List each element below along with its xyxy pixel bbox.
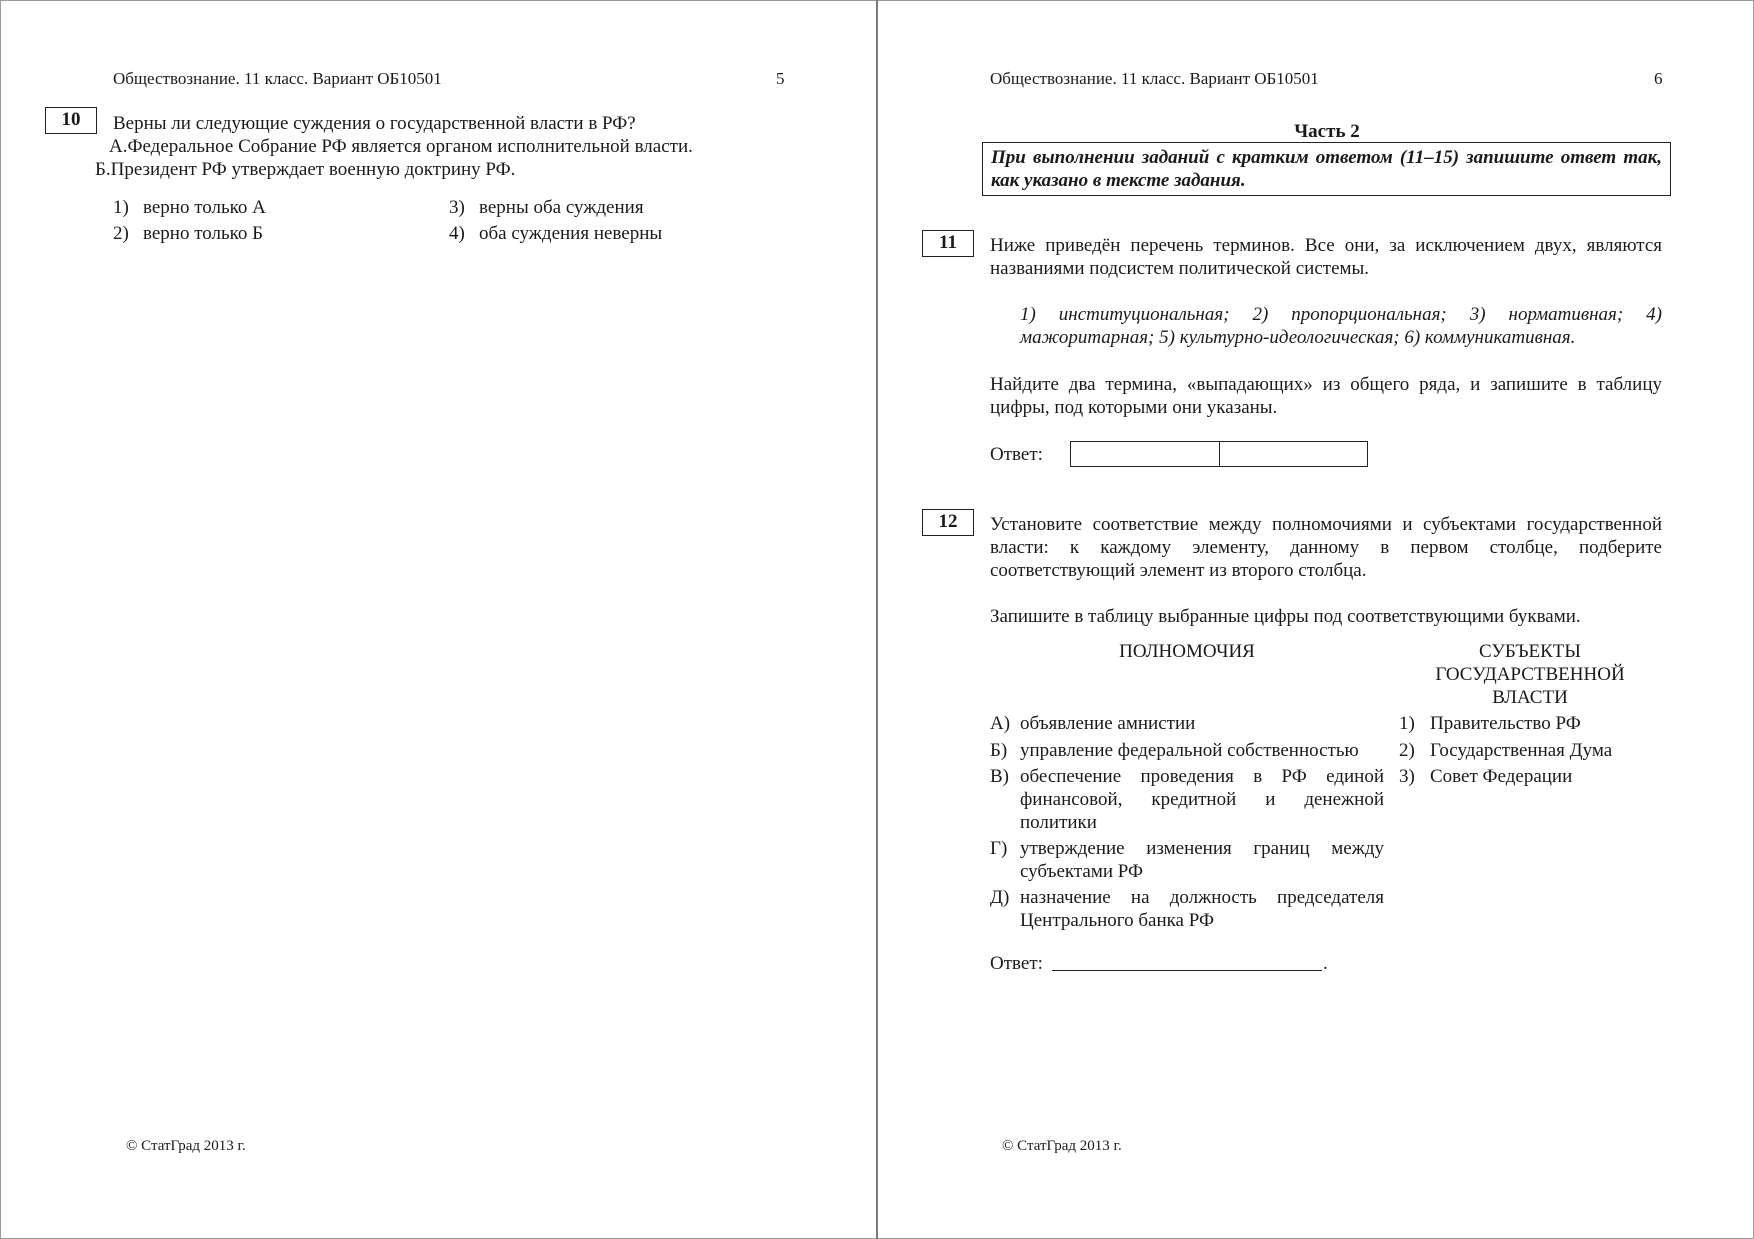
question-10-option-4	[449, 222, 662, 245]
power-item-b	[990, 739, 1384, 762]
left-page-number: 5	[776, 69, 785, 88]
question-11-number: 11	[922, 230, 974, 257]
power-label: А)	[990, 713, 1011, 734]
power-item-d	[990, 886, 1384, 932]
subject-text: Правительство РФ	[1430, 713, 1581, 734]
question-11-prompt: Ниже приведён перечень терминов. Все они, за исключением двух, являются названиями подсистем политической системы.	[990, 235, 1662, 279]
subject-label: 1)	[1399, 713, 1415, 734]
question-12-answer-line[interactable]	[1052, 970, 1322, 971]
option-text: оба суждения неверны	[479, 223, 663, 244]
page-divider	[876, 0, 878, 1239]
option-text: верно только А	[143, 197, 266, 218]
question-10-option-2	[113, 222, 263, 245]
power-label: В)	[990, 766, 1009, 787]
question-12-number: 12	[922, 509, 974, 536]
question-10-option-1	[113, 196, 266, 219]
subjects-column-header	[1410, 640, 1650, 709]
subject-label: 3)	[1399, 766, 1415, 787]
question-12-answer-label: Ответ:	[990, 953, 1043, 974]
subject-label: 2)	[1399, 740, 1415, 761]
power-text: обеспечение проведения в РФ единой финансовой, кредитной и денежной политики	[1020, 766, 1384, 833]
question-10-prompt: Верны ли следующие суждения о государственной власти в РФ?	[113, 113, 636, 134]
power-item-g	[990, 837, 1384, 883]
subject-text: Государственная Дума	[1430, 740, 1613, 761]
power-label: Г)	[990, 838, 1008, 859]
part-instruction: При выполнении заданий с кратким ответом (11–15) запишите ответ так, как указано в тексте задания.	[982, 142, 1671, 196]
powers-column-header: ПОЛНОМОЧИЯ	[1119, 641, 1255, 662]
left-page-footer: © СтатГрад 2013 г.	[126, 1138, 246, 1154]
subjects-header-line-2: ГОСУДАРСТВЕННОЙ	[1435, 664, 1625, 685]
subject-item-3	[1399, 765, 1572, 788]
question-12-instruction: Запишите в таблицу выбранные цифры под соответствующими буквами.	[990, 606, 1581, 627]
left-page-header: Обществознание. 11 класс. Вариант ОБ10501	[113, 69, 442, 88]
power-label: Д)	[990, 887, 1010, 908]
question-10-option-3	[449, 196, 644, 219]
subject-item-1	[1399, 712, 1581, 735]
option-text: верно только Б	[143, 223, 264, 244]
question-10-statement-b: Б.Президент РФ утверждает военную доктрину РФ.	[95, 159, 516, 180]
right-page-header: Обществознание. 11 класс. Вариант ОБ10501	[990, 69, 1319, 88]
power-text: утверждение изменения границ между субъектами РФ	[1020, 838, 1384, 882]
part-title: Часть 2	[1294, 121, 1360, 142]
right-page-footer: © СтатГрад 2013 г.	[1002, 1138, 1122, 1154]
right-page-number: 6	[1654, 69, 1663, 88]
question-10-number: 10	[45, 107, 97, 134]
question-11-task: Найдите два термина, «выпадающих» из общего ряда, и запишите в таблицу цифры, под которыми они указаны.	[990, 374, 1662, 418]
option-number: 1)	[113, 197, 129, 218]
subject-item-2	[1399, 739, 1612, 762]
power-item-a	[990, 712, 1384, 735]
power-text: управление федеральной собственностью	[1020, 740, 1359, 761]
subject-text: Совет Федерации	[1430, 766, 1573, 787]
option-number: 4)	[449, 223, 465, 244]
option-text: верны оба суждения	[479, 197, 644, 218]
question-12-prompt: Установите соответствие между полномочиями и субъектами государственной власти: к каждому элементу, данному в первом столбце, подберите соответствующий элемент из второго столбца.	[990, 514, 1662, 581]
power-text: назначение на должность председателя Центрального банка РФ	[1020, 887, 1384, 931]
power-text: объявление амнистии	[1020, 713, 1196, 734]
subjects-header-line-3: ВЛАСТИ	[1492, 687, 1568, 708]
question-10-statement-a: А.Федеральное Собрание РФ является органом исполнительной власти.	[109, 136, 693, 157]
answer-cell-1[interactable]	[1071, 442, 1219, 466]
answer-cell-2[interactable]	[1219, 442, 1367, 466]
subjects-header-line-1: СУБЪЕКТЫ	[1479, 641, 1581, 662]
option-number: 2)	[113, 223, 129, 244]
option-number: 3)	[449, 197, 465, 218]
question-11-terms: 1) институциональная; 2) пропорциональная; 3) нормативная; 4) мажоритарная; 5) культурно-идеологическая; 6) коммуникативная.	[1020, 304, 1662, 348]
question-11-answer-table	[1070, 441, 1368, 467]
question-12-answer-period: .	[1323, 953, 1328, 974]
question-11-answer-label: Ответ:	[990, 444, 1043, 465]
power-label: Б)	[990, 740, 1008, 761]
power-item-v	[990, 765, 1384, 834]
